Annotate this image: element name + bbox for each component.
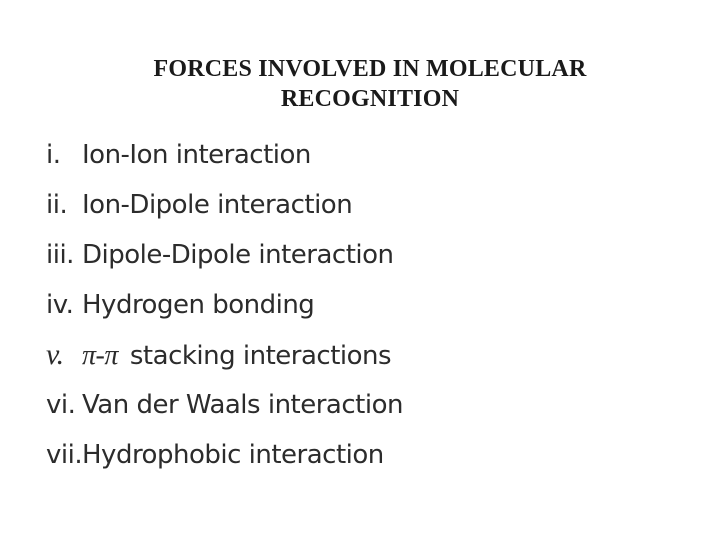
list-item-label: Hydrogen bonding [82,290,315,320]
list-item [46,230,403,280]
list-item-label: Van der Waals interaction [82,390,403,420]
list-marker: i. [46,140,61,170]
list-item-label: Ion-Dipole interaction [82,190,353,220]
list-marker: ii. [46,190,68,220]
list-item [46,130,403,180]
title-line-1: FORCES INVOLVED IN MOLECULAR [153,56,587,83]
list-item [46,430,403,480]
list-item-label: Dipole-Dipole interaction [82,240,394,270]
list-item-label: Ion-Ion interaction [82,140,311,170]
list-item-label: stacking interactions [129,341,392,371]
list-item [46,330,403,380]
pi-pi-symbol: π-π [82,340,118,371]
title-line-2: RECOGNITION [280,86,460,113]
list-marker: iv. [46,290,74,320]
slide-title [40,54,700,114]
list-item [46,280,403,330]
list-marker: v. [46,338,64,371]
forces-list [46,130,403,480]
list-marker: vi. [46,390,76,420]
list-marker: vii. [46,440,83,470]
list-marker: iii. [46,240,74,270]
list-item [46,180,403,230]
list-item-label: Hydrophobic interaction [82,440,384,470]
list-item [46,380,403,430]
